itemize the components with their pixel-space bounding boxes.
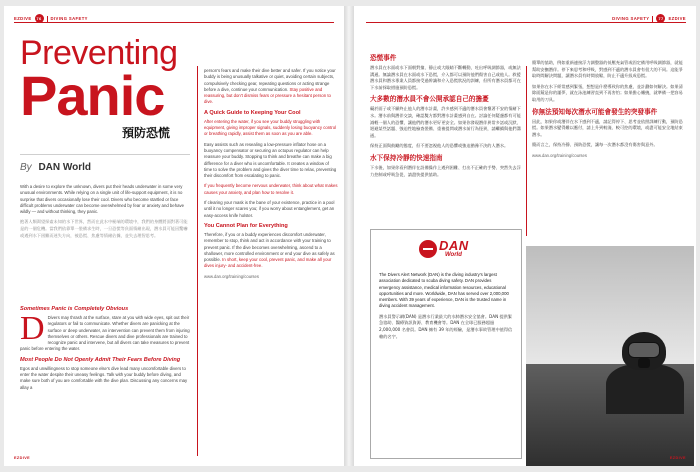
dan-logo-word: DAN: [439, 238, 469, 253]
col2-highlight: Stay positive and reassuring, but don't dismiss fears or pressure a hesitant person to dive.: [204, 86, 331, 105]
zh-paragraph-2: 礙於面子或不願終止他人的潛水計畫，許多感到不適的潛水員會懷著不安的情緒下水。潛水前與潛伴交談，確認雙方都對潛水計畫感到自在。討論任何疑慮都有可能減輕一個人的恐懼，讓他們的潛水更好更安全。如果你發現潛伴異常多話或沉默、迴避某些話題、強迫性地檢查裝備、重複提問或潛水前行為怪異，請繼續與他們溝通。: [370, 106, 521, 138]
zh-highlight-2: 保持正面與鼓勵的態度，但不要忽視他人的恐懼或強迫猶豫不決的人潛水。: [370, 143, 509, 149]
left-page: [4, 6, 344, 466]
byline-label: By: [20, 162, 32, 173]
zh-paragraph-5: 因此，如果你或潛伴在水下感到不適，請記得停下、思考並依照訓練行動，預防恐慌。如果潛水變得難以應付，請上升到較淺、較可控的環境，或盡可能安全地結束潛水。: [532, 118, 683, 137]
right-footer: EZDIVE: [669, 456, 686, 460]
page-gutter: [344, 6, 354, 466]
section-body-obvious: D Divers may thrash at the surface, stare at you with wide eyes, spit out their regulators or fail to communicate. Whether divers are panicking at the surface or deep underwater, an intervention can prevent them from injuring themselves or others. Rescue divers and dive professionals are trained to recognize panic and intervene, but all divers can take measures to prevent panic before entering the water.: [20, 310, 190, 352]
col2-paragraph: person's fears and make their dive better and safer. If you notice your buddy is being unusually talkative or quiet, avoiding certain subjects, compulsively checking gear, repeating questions or acting strange before a dive, continue your communication.: [204, 68, 336, 92]
section-plan-body: Therefore, if you or a buddy experiences discomfort underwater, remember to stop, think and act in accordance with your training to prevent panic. If the dive becomes overwhelming, ascend to a shallower, more controlled environment or end your dive as safely as possible.: [204, 231, 335, 263]
header-divider: [47, 16, 48, 22]
left-footer: EZDIVE: [14, 456, 31, 460]
left-section: DIVING SAFETY: [50, 16, 88, 21]
dan-info-box: [370, 229, 522, 459]
left-header-rule: [14, 22, 334, 23]
section-plan-highlight: In short, keep your cool, prevent panic, and make all your dives injury- and accident-free.: [204, 257, 332, 269]
right-page-number: 77: [658, 16, 664, 21]
dan-description-en: The Divers Alert Network (DAN) is the diving industry's largest association dedicated to scuba diving safety. DAN provides emergency assistance, medical information resources, educational opportunities and more. Worldwide, DAN has served over 2,000,000 members. With 39 years of experience, DAN is the trusted name in diving accident management.: [379, 272, 509, 309]
header-divider-right: [652, 16, 653, 22]
byline: [20, 162, 91, 173]
photo-sky: [526, 246, 694, 364]
zh-column-1: [370, 50, 522, 182]
diver-photo: [526, 246, 694, 466]
zh-highlight-4: 如果你在水下經常感到緊張，想想是什麼導致你的焦慮，並計劃如何解決。如果清除面鏡是你的噩夢，就在泳池練習直到不再害怕；如果擔心纏繞，就準備一把容易取用的刀具。: [532, 83, 683, 102]
drop-cap: D: [20, 310, 45, 347]
diver-body: [606, 364, 684, 414]
dan-logo-icon: [419, 240, 437, 258]
zh-heading-plan: 你無法預知每次潛水可能會發生的突發事件: [532, 107, 658, 116]
section-heading-fears: Most People Do Not Openly Admit Their Fears Before Diving: [20, 356, 181, 363]
left-column-body: [20, 302, 190, 395]
diver-mask: [628, 342, 660, 358]
right-page: [354, 6, 696, 466]
section-heading-plan: You Cannot Plan for Everything: [204, 222, 288, 229]
section-heading-obvious: Sometimes Panic is Completely Obvious: [20, 306, 129, 312]
byline-author: DAN World: [38, 162, 92, 173]
dan-world-logo: [419, 238, 477, 266]
intro-block: [20, 184, 190, 243]
zh-highlight-5: 簡而言之，保持冷靜、預防恐慌，讓每一次潛水都沒有傷害與意外。: [532, 142, 658, 148]
section-heading-cool: A Quick Guide to Keeping Your Cool: [204, 109, 301, 116]
intro-english: With a desire to explore the unknown, divers put their heads underwater in some very unusual environments. While relying on a single unit of life-support equipment, it is no surprise that divers occasionally lose their cool. Divers who become startled or face difficult problems underwater can become overwhelmed by fear or anxiety and behave wildly — and without thinking, they panic.: [20, 184, 185, 215]
zh-column-2: [532, 60, 684, 163]
section-cool-body-2: If clearing your mask is the bane of your existence, practice in a pool until it no longer scares you; if you worry about entanglement, get an easy-access knife holster.: [204, 200, 335, 218]
zh-paragraph-1: 潛水員在水面或水下面朝對撞、靜止或大眼睛不斷轉動，吐出呼吸調節器，或無法溝通。無論潛水員在水面或水下恐慌，介入都可以預防他們傷害自己或他人。救援潛水員和潛水專業人員都接受過辨識和介入恐慌狀況的訓練，但所有潛水員都可在下水前採取措施預防恐慌。: [370, 65, 521, 90]
zh-paragraph-4: 簡單的協助，例如重新連接浮力調整器的低壓充氣管或固定備用呼吸調節器，就能幫助安撫潛伴。停下來思考和呼吸，對感到不適的潛水員會有很大的不同。這能爭取時間解決問題，讓潛水員有時間放鬆，防止不適升級成恐慌。: [532, 60, 683, 79]
article-title-line1: Preventing: [20, 34, 178, 72]
section-cool-highlight: After entering the water, if you see your buddy struggling with equipment, giving improper signals, suddenly losing buoyancy control or breathing rapidly, assist them as soon as you are able.: [204, 118, 337, 137]
zh-heading-fears: 大多數的潛水員不會公開承認自己的擔憂: [370, 95, 489, 104]
zh-heading-cool: 水下保持冷靜的快速指南: [370, 153, 443, 162]
dan-description-zh: 潛水員警示網(DAN) 是潛水行業最大的水肺潛水安全協會。DAN 提供緊急協助、醫療資訊資源、教育機會等。DAN 在全球已服務超過 2,000,000 名會員。DAN 擁有 39 年的經驗，是潛水事故管理中值得信賴的名字。: [379, 313, 513, 339]
dan-description: [379, 272, 513, 344]
intro-chinese: 抱著人類渴望探索未知的水下世界，然而在此水中極端的環境中，我們的身體將面對著可能是的一個危機。當我們依靠單一裝備求生時，一旦恐慌等負面情緒出現，潛水員可能因驚嚇或遇到水下困難而迷失方向，被恐慌、焦慮等情緒佔據，並失去理智思考。: [20, 219, 188, 238]
title-rule: [20, 154, 190, 155]
diver-regulator: [638, 358, 650, 368]
section-body-fears: Egos and unwillingness to stop someone else's dive lead many uncomfortable divers to enter the water despite their uneasy feelings. Talk with your buddy before diving, and make sure both of you are comfortable with the dive plan. Discussing any concerns may allay a: [20, 365, 188, 390]
column-divider: [197, 66, 198, 456]
courses-link[interactable]: www.dan.org/training/courses: [204, 273, 259, 279]
zh-heading-panic: 恐慌事件: [370, 54, 397, 62]
right-column-body: [204, 68, 338, 284]
zh-paragraph-3: 下水後，如果你看到潛伴在設備操作上遇到困難、打出不正確的手勢、突然失去浮力控制或呼吸急促，請盡快提供協助。: [370, 164, 521, 177]
right-section: DIVING SAFETY: [612, 16, 650, 21]
article-title-zh: 預防恐慌: [122, 126, 171, 140]
section-cool-body: Easy assists such as resealing a low-pressure inflator hose on a buoyancy compensator or securing an octopus regulator can help reassure your buddy. Stopping to think and breathe can make a big difference for a diver who is uncomfortable. It creates a window of time to solve the problem and gives the diver time to relax, preventing their discomfort from escalating to panic.: [204, 141, 337, 179]
left-brand: EZDIVE: [14, 16, 32, 21]
dan-logo-sub: World: [445, 252, 462, 258]
section-cool-highlight-2: If you frequently become nervous underwater, think about what makes causes your anxiety, and plan how to resolve it.: [204, 183, 338, 195]
article-title-line2: Panic: [20, 64, 165, 127]
right-brand: EZDIVE: [668, 16, 686, 21]
right-column-divider: [526, 66, 527, 236]
zh-courses-link[interactable]: www.dan.org/training/courses: [532, 152, 587, 158]
left-page-number: 76: [36, 16, 42, 21]
right-header-rule: [366, 22, 686, 23]
